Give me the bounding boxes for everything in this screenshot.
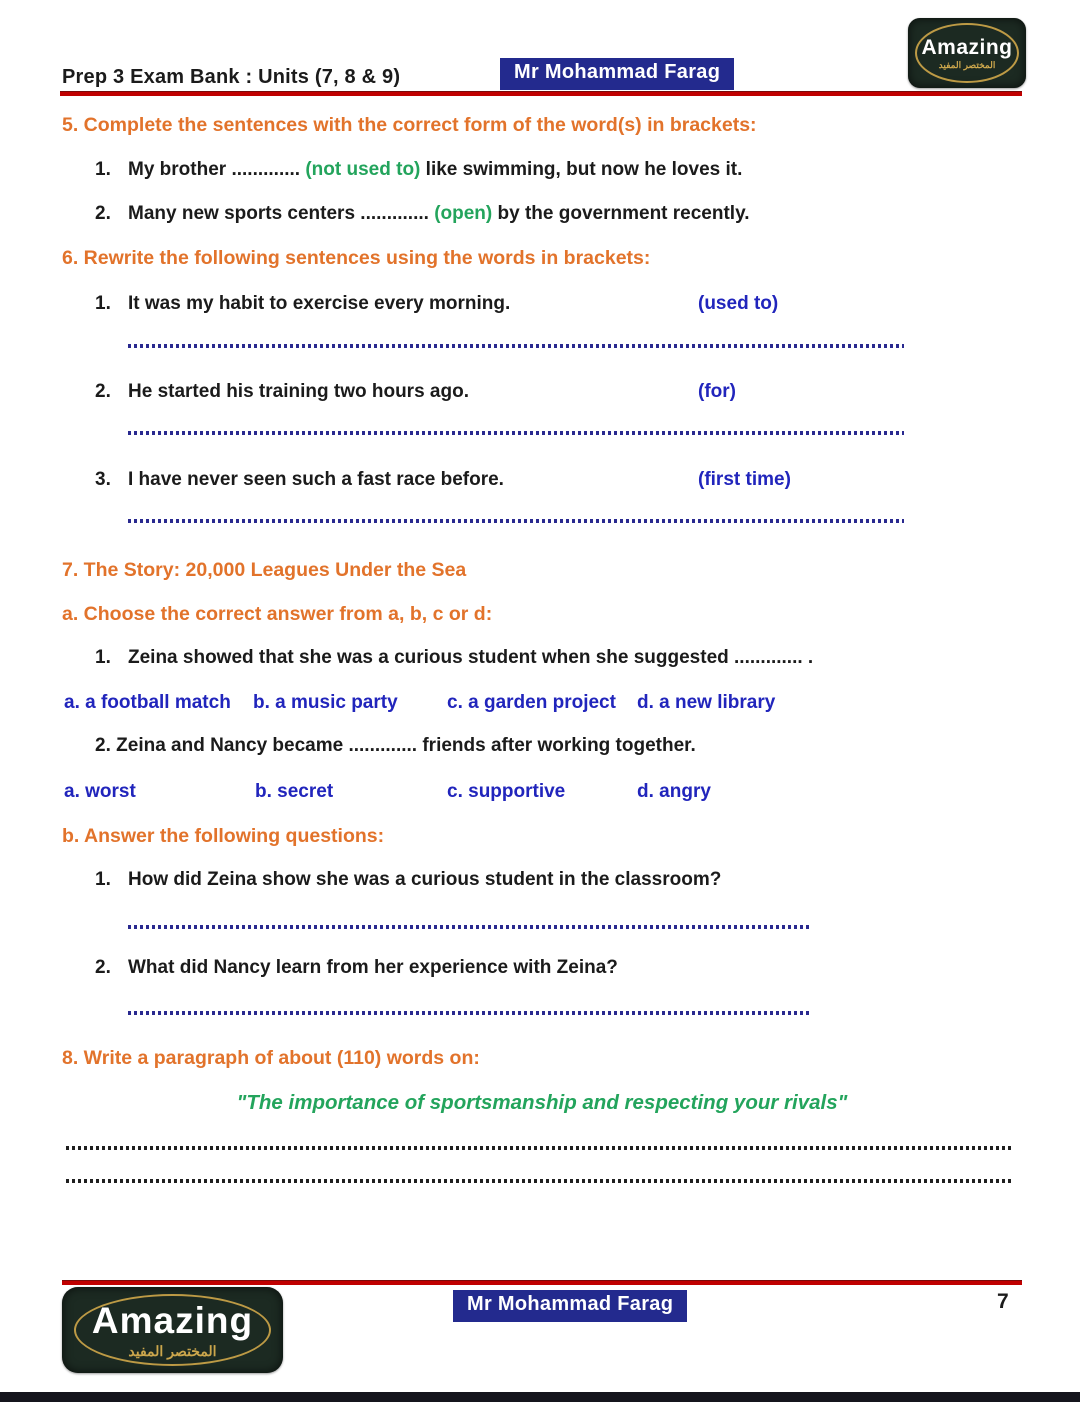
question-text: Zeina and Nancy became ............. friends after working together. [116, 735, 696, 756]
teacher-name-badge-footer: Mr Mohammad Farag [453, 1290, 687, 1322]
question-text: Zeina showed that she was a curious student when she suggested ............. . [128, 647, 814, 668]
answer-line-paragraph [66, 1146, 1014, 1150]
options-row-7a-2 [0, 781, 1080, 807]
question-6-2 [95, 381, 1025, 403]
question-number: 1. [95, 647, 111, 668]
option-c: c. supportive [447, 781, 566, 802]
page-number: 7 [997, 1290, 1009, 1313]
question-text: He started his training two hours ago. [128, 381, 469, 402]
question-5-1 [95, 159, 742, 181]
logo-wordmark: Amazing [91, 1300, 254, 1341]
answer-line [128, 925, 810, 929]
header-divider-rule [60, 91, 1022, 96]
question-7b-1 [95, 869, 721, 891]
section-7a-heading: a. Choose the correct answer from a, b, c or d: [62, 603, 493, 625]
option-b: b. secret [255, 781, 334, 802]
question-text-after: like swimming, but now he loves it. [420, 159, 743, 180]
bottom-page-edge-bar [0, 1392, 1080, 1402]
question-7b-2 [95, 957, 618, 979]
question-text: How did Zeina show she was a curious student in the classroom? [128, 869, 722, 890]
question-5-2 [95, 203, 750, 225]
section-7b-heading: b. Answer the following questions: [62, 825, 385, 847]
logo-tagline-arabic: المختصر المفيد [128, 1343, 217, 1359]
amazing-brand-logo-bottom [62, 1287, 283, 1373]
options-row-7a-1 [0, 692, 1080, 718]
answer-line-paragraph [66, 1179, 1014, 1183]
bracket-hint-blue: (used to) [698, 293, 779, 314]
answer-line [128, 519, 904, 523]
question-6-1 [95, 293, 1025, 315]
bracket-hint-green: (open) [434, 203, 493, 224]
answer-line [128, 1011, 810, 1015]
amazing-brand-logo-top [908, 18, 1026, 88]
answer-line [128, 431, 904, 435]
section-6-heading: 6. Rewrite the following sentences using the words in brackets: [62, 247, 651, 269]
question-7a-1 [95, 647, 813, 669]
question-text: What did Nancy learn from her experience with Zeina? [128, 957, 618, 978]
option-d: d. angry [637, 781, 711, 802]
question-number: 2. [95, 203, 111, 224]
question-6-3 [95, 469, 1025, 491]
question-number: 3. [95, 469, 111, 490]
paragraph-topic-title: "The importance of sportsmanship and respecting your rivals" [236, 1091, 848, 1114]
bracket-hint-blue: (first time) [698, 469, 791, 490]
question-number: 1. [95, 293, 111, 314]
section-8-heading: 8. Write a paragraph of about (110) words on: [62, 1047, 480, 1069]
answer-line [128, 344, 904, 348]
logo-wordmark: Amazing [921, 35, 1013, 59]
section-7-heading: 7. The Story: 20,000 Leagues Under the Sea [62, 559, 467, 581]
bracket-hint-green: (not used to) [305, 159, 421, 180]
question-number: 2. [95, 735, 111, 756]
footer-divider-rule [62, 1280, 1022, 1285]
question-number: 2. [95, 957, 111, 978]
option-b: b. a music party [253, 692, 398, 713]
section-5-heading: 5. Complete the sentences with the correct form of the word(s) in brackets: [62, 114, 757, 136]
teacher-name-badge-header: Mr Mohammad Farag [500, 58, 734, 90]
question-text-after: by the government recently. [492, 203, 750, 224]
question-text: Many new sports centers ............. [128, 203, 435, 224]
question-number: 1. [95, 159, 111, 180]
option-a: a. worst [64, 781, 136, 802]
question-text: I have never seen such a fast race before. [128, 469, 504, 490]
header-title: Prep 3 Exam Bank : Units (7, 8 & 9) [62, 66, 401, 88]
option-d: d. a new library [637, 692, 776, 713]
bracket-hint-blue: (for) [698, 381, 736, 402]
question-text: My brother ............. [128, 159, 306, 180]
option-a: a. a football match [64, 692, 231, 713]
question-text: It was my habit to exercise every morning. [128, 293, 511, 314]
question-7a-2 [95, 735, 696, 757]
question-number: 2. [95, 381, 111, 402]
logo-tagline-arabic: المختصر المفيد [938, 59, 996, 70]
question-number: 1. [95, 869, 111, 890]
option-c: c. a garden project [447, 692, 616, 713]
